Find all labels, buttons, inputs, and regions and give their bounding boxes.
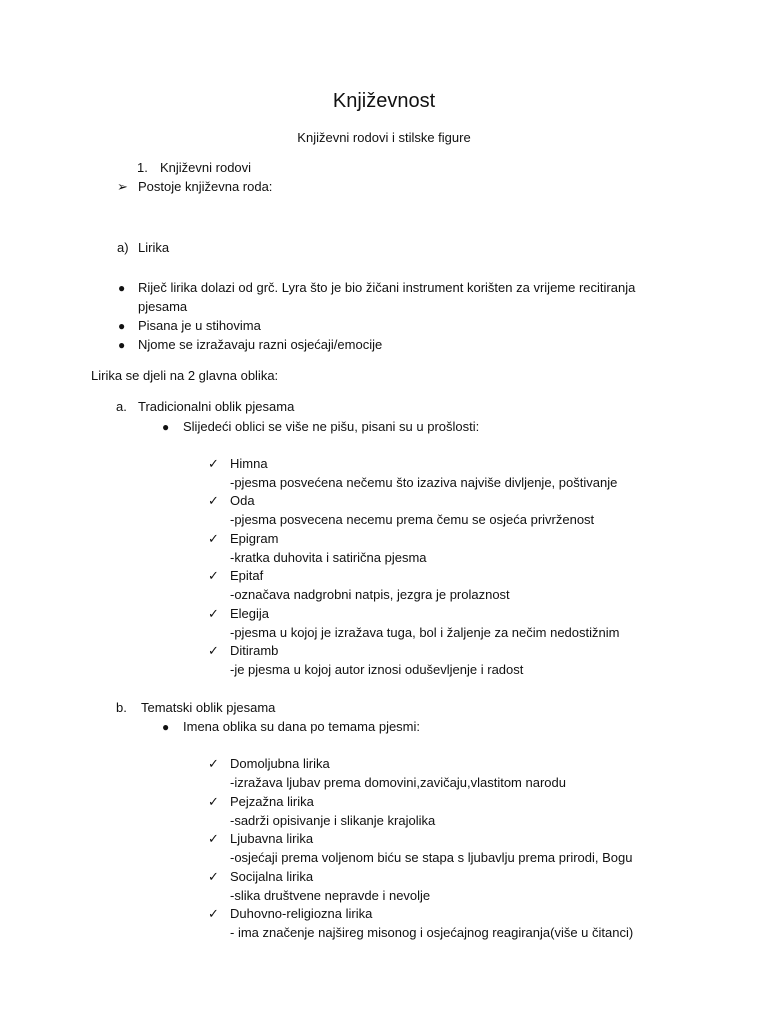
form-name: Ljubavna lirika	[230, 831, 314, 846]
form-name: Oda	[230, 493, 255, 508]
check-icon: ✓	[208, 869, 219, 884]
form-desc: -osjećaji prema voljenom biću se stapa s ljubavlju prema prirodi, Bogu	[230, 850, 633, 865]
form-desc: -slika društvene nepravde i nevolje	[230, 888, 431, 903]
check-icon: ✓	[208, 531, 219, 546]
page-title: Književnost	[332, 90, 436, 112]
form-desc: -izražava ljubav prema domovini,zavičaju,vlastitom narodu	[230, 775, 566, 790]
lirika-bullet-2: Pisana je u stihovima	[138, 318, 261, 333]
form-desc: -označava nadgrobni natpis, jezgra je prolaznost	[230, 587, 510, 602]
lirika-bullet-3: Njome se izražavaju razni osjećaji/emocije	[138, 337, 383, 352]
lirika-heading: Lirika	[138, 240, 170, 255]
check-icon: ✓	[208, 756, 219, 771]
lirika-split-line: Lirika se djeli na 2 glavna oblika:	[91, 368, 279, 383]
traditional-heading: Tradicionalni oblik pjesama	[138, 399, 295, 414]
check-icon: ✓	[208, 493, 219, 508]
form-name: Epitaf	[230, 568, 264, 583]
bullet-icon: ●	[118, 281, 126, 295]
traditional-bullet: Slijedeći oblici se više ne pišu, pisani su u prošlosti:	[183, 419, 480, 434]
form-desc: -sadrži opisivanje i slikanje krajolika	[230, 813, 436, 828]
arrow-icon: ➢	[117, 179, 128, 194]
check-icon: ✓	[208, 456, 219, 471]
form-name: Ditiramb	[230, 643, 279, 658]
form-name: Domoljubna lirika	[230, 756, 330, 771]
lirika-marker: a)	[117, 240, 129, 255]
thematic-bullet: Imena oblika su dana po temama pjesmi:	[183, 719, 421, 734]
check-icon: ✓	[208, 606, 219, 621]
form-desc: -pjesma posvecena necemu prema čemu se osjeća privrženost	[230, 512, 595, 527]
check-icon: ✓	[208, 794, 219, 809]
lirika-bullet-1-cont: pjesama	[138, 299, 188, 314]
check-icon: ✓	[208, 568, 219, 583]
form-desc: -pjesma posvećena nečemu što izaziva najviše divljenje, poštivanje	[230, 475, 618, 490]
check-icon: ✓	[208, 643, 219, 658]
lirika-bullet-1: Riječ lirika dolazi od grč. Lyra što je bio žičani instrument korišten za vrijeme recitiranja	[138, 280, 636, 295]
form-desc: - ima značenje najšireg misonog i osjećajnog reagiranja(više u čitanci)	[230, 925, 634, 940]
bullet-icon: ●	[118, 319, 126, 333]
arrow-item-text: Postoje književna roda:	[138, 179, 273, 194]
form-name: Epigram	[230, 531, 279, 546]
form-desc: -je pjesma u kojoj autor iznosi oduševljenje i radost	[230, 662, 524, 677]
bullet-icon: ●	[162, 720, 170, 734]
form-name: Socijalna lirika	[230, 869, 314, 884]
check-icon: ✓	[208, 831, 219, 846]
form-name: Himna	[230, 456, 268, 471]
page-subtitle: Književni rodovi i stilske figure	[297, 130, 471, 145]
thematic-heading: Tematski oblik pjesama	[141, 700, 276, 715]
form-name: Pejzažna lirika	[230, 794, 314, 809]
bullet-icon: ●	[118, 338, 126, 352]
form-name: Duhovno-religiozna lirika	[230, 906, 373, 921]
check-icon: ✓	[208, 906, 219, 921]
traditional-marker: a.	[116, 399, 127, 414]
form-name: Elegija	[230, 606, 270, 621]
form-desc: -kratka duhovita i satirična pjesma	[230, 550, 427, 565]
bullet-icon: ●	[162, 420, 170, 434]
section-number: 1.	[137, 160, 148, 175]
section-heading: Književni rodovi	[160, 160, 252, 175]
thematic-marker: b.	[116, 700, 127, 715]
form-desc: -pjesma u kojoj je izražava tuga, bol i žaljenje za nečim nedostižnim	[230, 625, 620, 640]
